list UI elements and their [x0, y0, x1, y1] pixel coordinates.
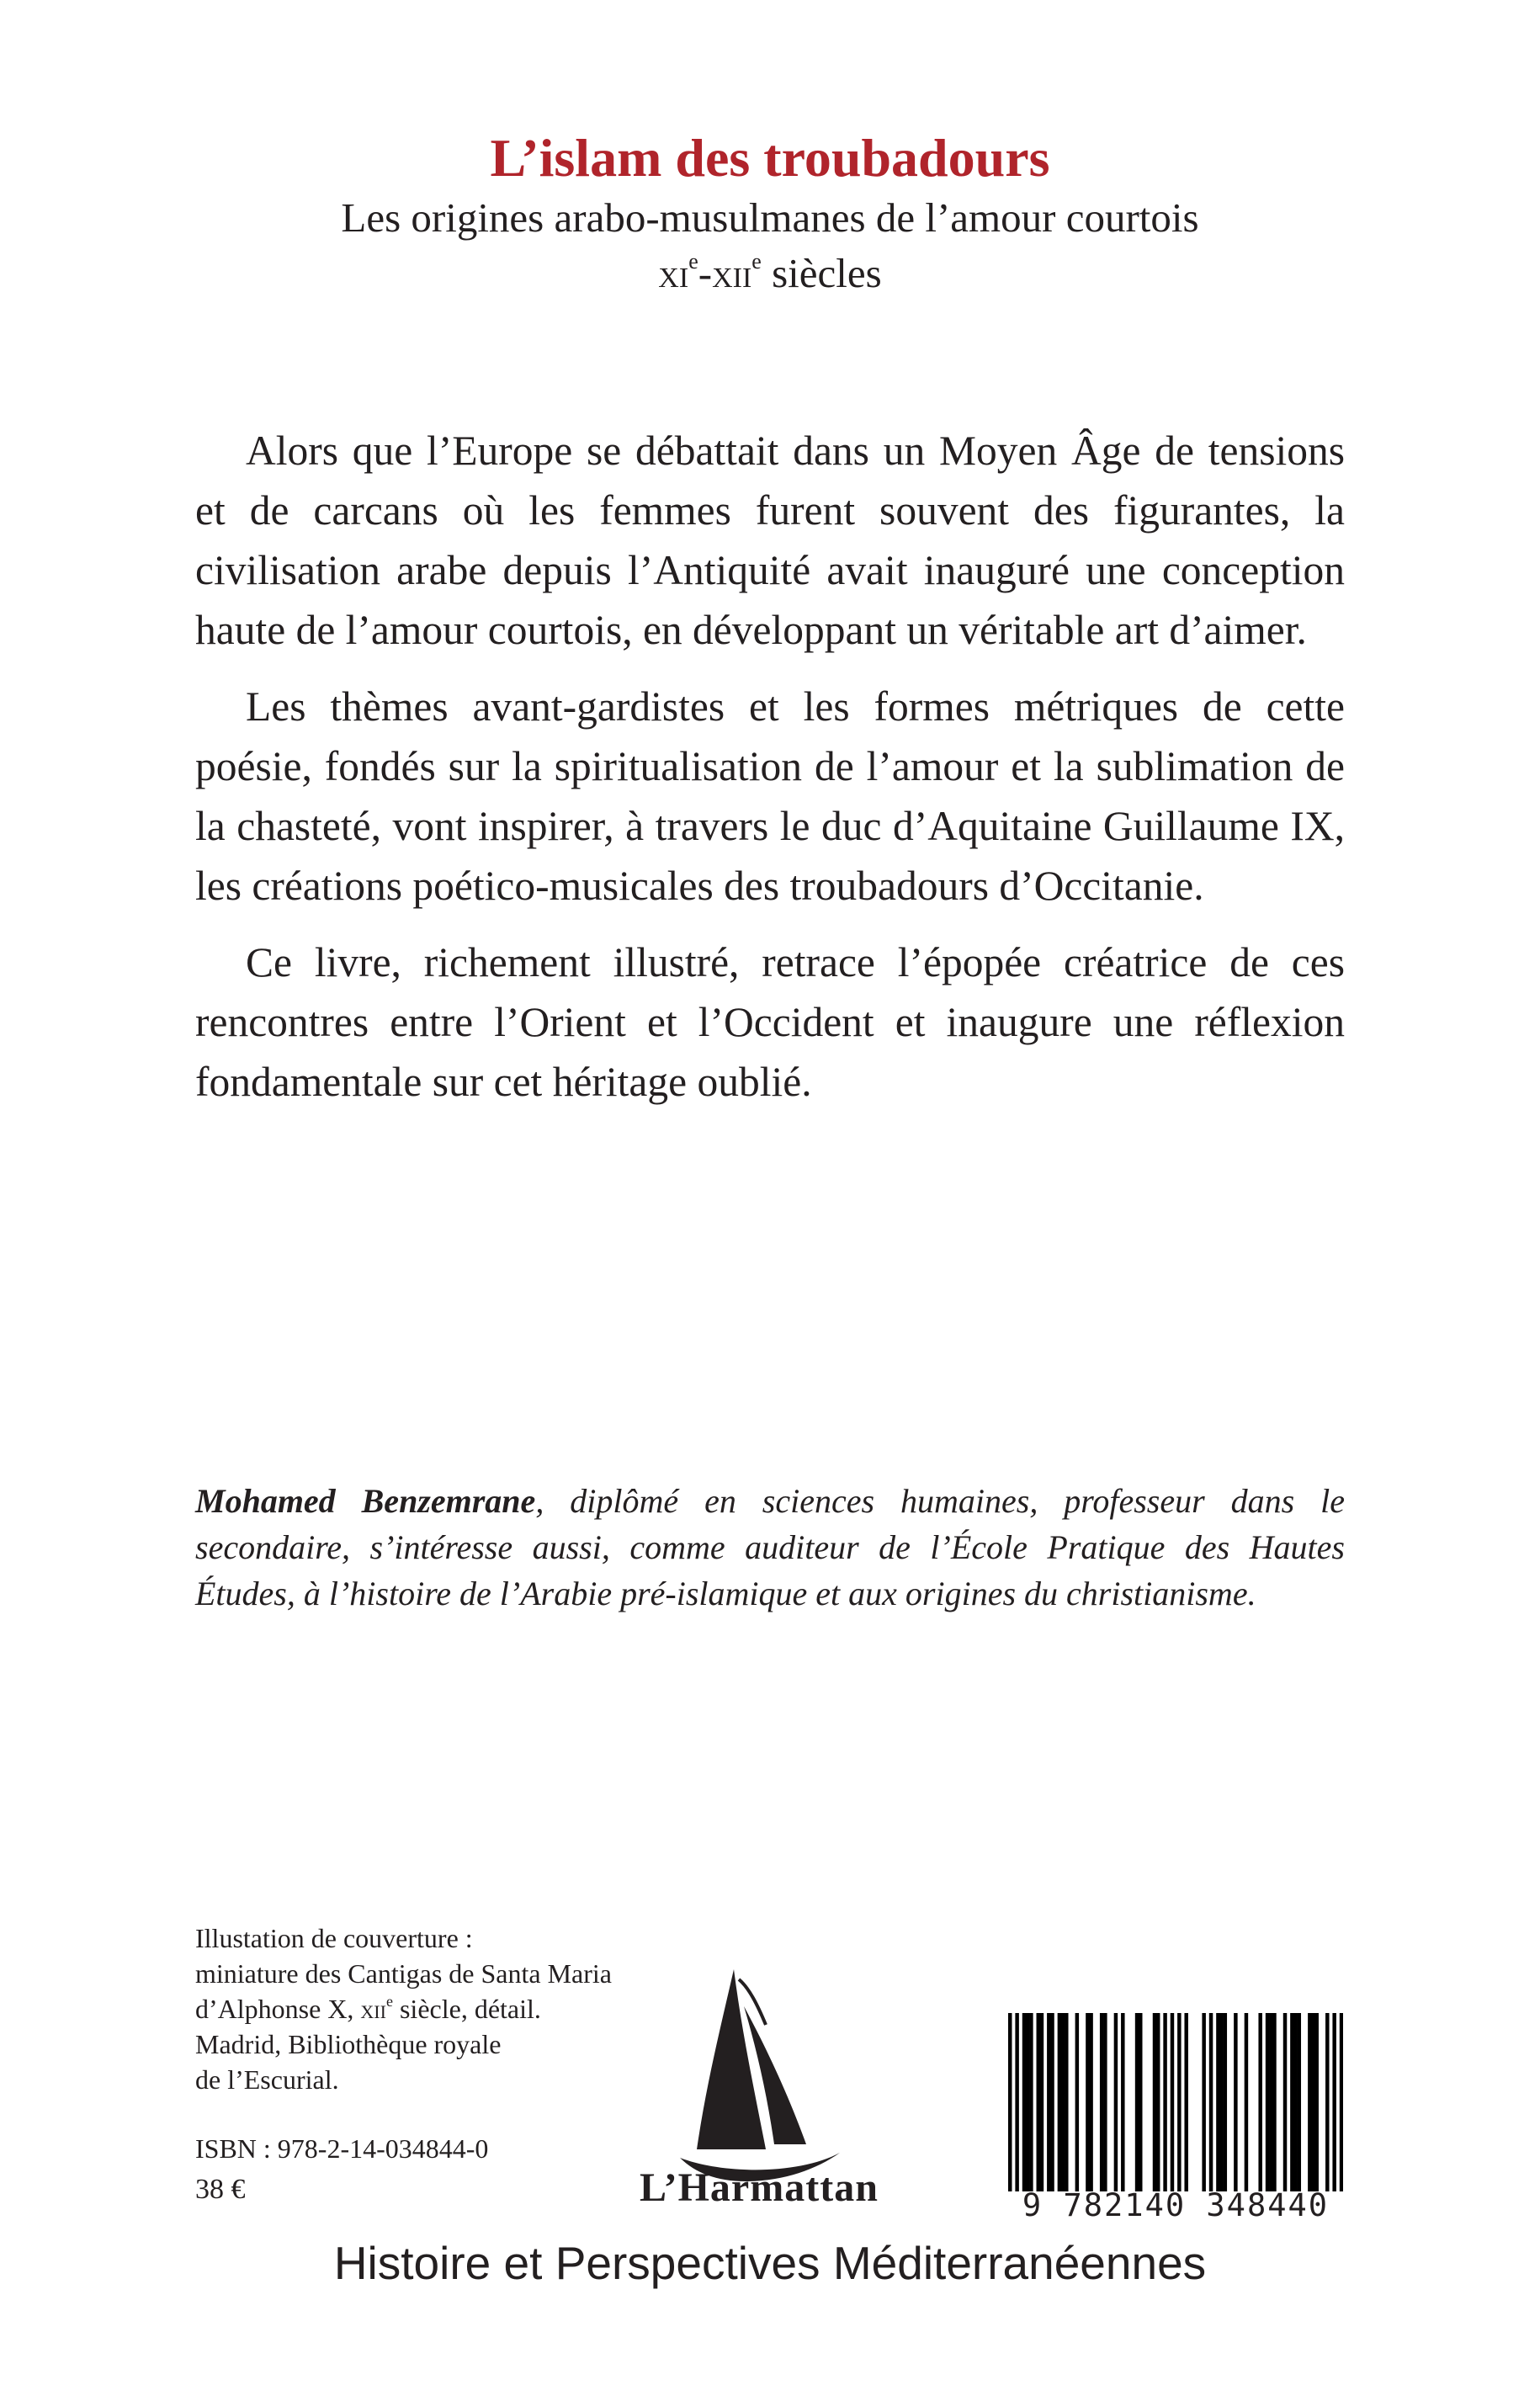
barcode-bar: [1234, 2013, 1237, 2191]
barcode-bar: [1171, 2013, 1174, 2191]
barcode-bar: [1040, 2013, 1043, 2191]
barcode-bar: [1202, 2013, 1205, 2191]
barcode-bar: [1065, 2013, 1068, 2191]
century-suffix: siècles: [761, 250, 882, 296]
barcode-bar: [1037, 2013, 1040, 2191]
century-a: xi: [658, 250, 689, 296]
century-a-sup: e: [688, 249, 698, 274]
barcode-bar: [1015, 2013, 1018, 2191]
barcode-bar: [1184, 2013, 1187, 2191]
barcode-bar: [1298, 2013, 1301, 2191]
barcode-bar: [1290, 2013, 1293, 2191]
barcode-bar: [1100, 2013, 1103, 2191]
credits-line-3-pre: d’Alphonse X,: [195, 1994, 361, 2024]
series-title: Histoire et Perspectives Méditerranéennes: [333, 2237, 1207, 2289]
barcode-bar: [1314, 2013, 1318, 2191]
century-b: xii: [712, 250, 752, 296]
barcode-bar: [1269, 2013, 1272, 2191]
barcode-bar: [1114, 2013, 1118, 2191]
book-subtitle: Les origines arabo-musulmanes de l’amour courtois: [341, 194, 1199, 241]
barcode-bar: [1026, 2013, 1029, 2191]
author-bio: [195, 1478, 1345, 1617]
sailboat-logo-icon: [640, 1954, 892, 2198]
barcode-bar: [1266, 2013, 1269, 2191]
barcode-bar: [1311, 2013, 1314, 2191]
credits-century: xii: [360, 1994, 386, 2024]
barcode-bar: [1224, 2013, 1227, 2191]
barcode-bar: [1058, 2013, 1061, 2191]
credits-line-1: Illustation de couverture :: [195, 1923, 473, 1953]
barcode-bar: [1075, 2013, 1079, 2191]
barcode-bar: [1245, 2013, 1248, 2191]
barcode-bar: [1283, 2013, 1287, 2191]
barcode-digits: 9 782140 348440: [1022, 2187, 1330, 2223]
barcode-bar: [1121, 2013, 1124, 2191]
author-name: Mohamed Benzemrane: [195, 1482, 536, 1520]
barcode-bar: [1153, 2013, 1156, 2191]
blurb-paragraph-3: Ce livre, richement illustré, retrace l’épopée créatrice de ces rencontres entre l’Orient et l’Occident et inaugure une réflexion fondamentale sur cet héritage oublié.: [195, 939, 1345, 1105]
publisher-name: L’Harmattan: [640, 2165, 879, 2210]
barcode-bar: [1103, 2013, 1107, 2191]
barcode-bar: [1219, 2013, 1223, 2191]
barcode-bar: [1325, 2013, 1329, 2191]
barcode-bar: [1332, 2013, 1336, 2191]
cover-credits: [195, 1920, 666, 2097]
barcode-bar: [1139, 2013, 1142, 2191]
barcode-bar: [1029, 2013, 1033, 2191]
barcode-bar: [1340, 2013, 1343, 2191]
author-bio-text: , diplômé en sciences humaines, professeur dans le secondaire, s’intéresse aussi, comme auditeur de l’École Pratique des Hautes Études, à l’histoire de l’Arabie pré-islamique et aux origines du christianisme.: [195, 1482, 1345, 1612]
barcode-bar: [1086, 2013, 1089, 2191]
blurb: [195, 421, 1345, 1129]
blurb-paragraph-2: Les thèmes avant-gardistes et les formes métriques de cette poésie, fondés sur la spiritualisation de l’amour et la sublimation de la chasteté, vont inspirer, à travers le duc d’Aquitaine Guillaume IX, les créations poético-musicales des troubadours d’Occitanie.: [195, 683, 1345, 909]
barcode-bar: [1135, 2013, 1139, 2191]
credits-century-sup: e: [385, 1993, 393, 2010]
price: 38 €: [195, 2174, 246, 2205]
credits-line-4: Madrid, Bibliothèque royale: [195, 2029, 502, 2059]
century-b-sup: e: [751, 249, 762, 274]
barcode-bar: [1008, 2013, 1012, 2191]
book-title: L’islam des troubadours: [490, 128, 1050, 188]
blurb-paragraph-1: Alors que l’Europe se débattait dans un Moyen Âge de tensions et de carcans où les femmes furent souvent des figurantes, la civilisation arabe depuis l’Antiquité avait inauguré une conception haute de l’amour courtois, en développant un véritable art d’aimer.: [195, 428, 1345, 653]
credits-line-5: de l’Escurial.: [195, 2064, 339, 2095]
credits-line-3: [195, 1991, 666, 2026]
barcode-bar: [1308, 2013, 1311, 2191]
barcode-bar: [1293, 2013, 1297, 2191]
barcode-bars: [1008, 2013, 1343, 2191]
barcode-bar: [1272, 2013, 1276, 2191]
barcode-bar: [1047, 2013, 1050, 2191]
barcode-bar: [1050, 2013, 1054, 2191]
barcode-bar: [1089, 2013, 1092, 2191]
isbn: ISBN : 978-2-14-034844-0: [195, 2133, 489, 2164]
barcode-bar: [1258, 2013, 1261, 2191]
barcode-bar: [1163, 2013, 1166, 2191]
barcode-bar: [1177, 2013, 1181, 2191]
barcode-bar: [1022, 2013, 1026, 2191]
century-range: [0, 247, 1540, 300]
century-sep: -: [698, 250, 713, 296]
barcode-bar: [1156, 2013, 1160, 2191]
barcode-bar: [1216, 2013, 1219, 2191]
credits-line-3-post: siècle, détail.: [392, 1994, 541, 2024]
barcode-bar: [1061, 2013, 1065, 2191]
barcode-bar: [1209, 2013, 1213, 2191]
credits-line-2: miniature des Cantigas de Santa Maria: [195, 1958, 612, 1989]
